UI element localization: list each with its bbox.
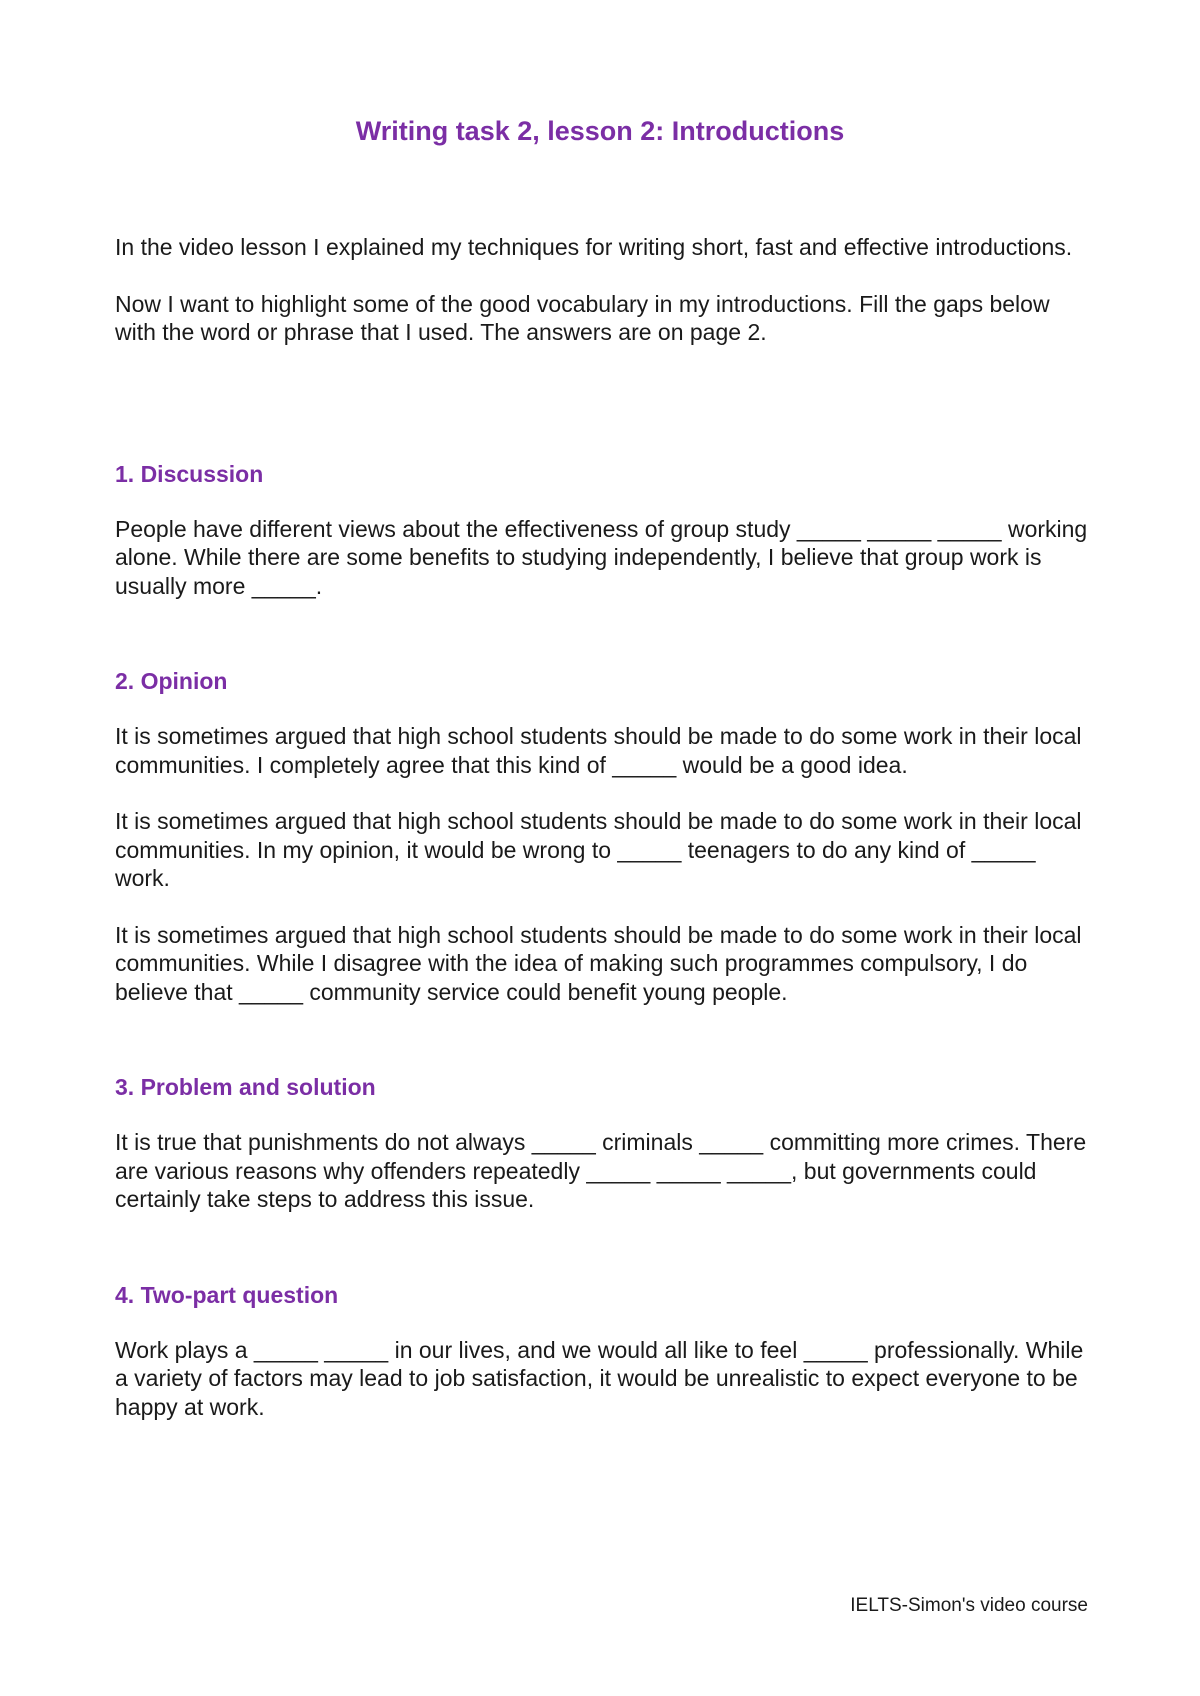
intro-paragraph: In the video lesson I explained my techniques for writing short, fast and effective introductions.	[115, 234, 1073, 260]
exercise-paragraph: Work plays a _____ _____ in our lives, and we would all like to feel _____ professionally. While a variety of factors may lead to job satisfaction, it would be unrealistic to expect everyone to be happy at work.	[115, 1336, 1084, 1420]
intro-paragraph: Now I want to highlight some of the good vocabulary in my introductions. Fill the gaps below with the word or phrase that I used. The answers are on page 2.	[115, 290, 1050, 345]
section-heading: 3. Problem and solution	[115, 1074, 376, 1100]
document-body	[115, 233, 1095, 1449]
exercise-paragraph: It is true that punishments do not always _____ criminals _____ committing more crimes. There are various reasons why offenders repeatedly _____ _____ _____, but governments could certainly take steps to address this issue.	[115, 1129, 1087, 1212]
section-two-part-question	[115, 1281, 1095, 1422]
section-heading: 4. Two-part question	[115, 1281, 339, 1308]
section-problem-solution	[115, 1073, 1095, 1214]
section-discussion	[115, 460, 1095, 601]
exercise-paragraph: It is sometimes argued that high school students should be made to do some work in their local communities. While I disagree with the idea of making such programmes compulsory, I do believe that _____ community service could benefit young people.	[115, 921, 1082, 1005]
section-opinion	[115, 667, 1095, 1006]
section-heading: 2. Opinion	[115, 668, 228, 694]
exercise-paragraph: It is sometimes argued that high school students should be made to do some work in their local communities. I completely agree that this kind of _____ would be a good idea.	[115, 723, 1082, 778]
page-title: Writing task 2, lesson 2: Introductions	[355, 116, 845, 146]
exercise-paragraph: It is sometimes argued that high school students should be made to do some work in their local communities. In my opinion, it would be wrong to _____ teenagers to do any kind of _____ work.	[115, 808, 1082, 891]
exercise-paragraph: People have different views about the effectiveness of group study _____ _____ _____ working alone. While there are some benefits to studying independently, I believe that group work is usually more _____.	[115, 515, 1088, 599]
section-heading: 1. Discussion	[115, 460, 264, 487]
footer-credit: IELTS-Simon's video course	[850, 1595, 1088, 1616]
